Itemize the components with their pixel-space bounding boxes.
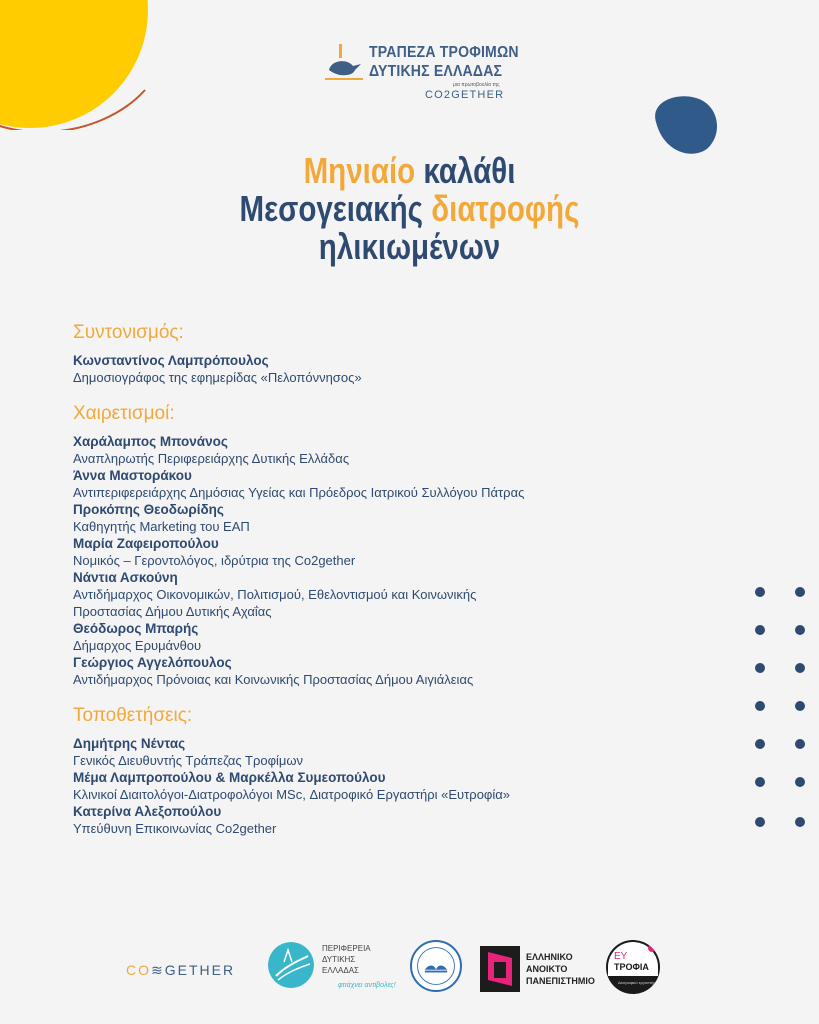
headline-line2 [74, 190, 746, 228]
person-name: Νάντια Ασκούνη [73, 570, 178, 585]
eap-name-line3: ΠΑΝΕΠΙΣΤΗΜΙΟ [526, 976, 595, 986]
navy-blob-decoration [646, 92, 722, 158]
region-slogan: φτιάχνει αντίβολες! [338, 982, 396, 989]
co2gether-brand: CO2GETHER [425, 89, 505, 101]
person-role: Αναπληρωτής Περιφερειάρχης Δυτικής Ελλάδας [73, 451, 350, 466]
person-name: Θεόδωρος Μπαρής [73, 621, 199, 636]
co2-icon: ≋ [151, 962, 165, 978]
person-entry [73, 467, 713, 501]
person-name: Κατερίνα Αλεξοπούλου [73, 804, 222, 819]
yellow-circle-decoration [0, 0, 150, 130]
person-role: Νομικός – Γεροντολόγος, ιδρύτρια της Co2gether [73, 553, 356, 568]
bird-icon [325, 44, 363, 84]
person-entry [73, 803, 713, 837]
person-entry [73, 352, 713, 386]
person-entry [73, 433, 713, 467]
person-entry [73, 735, 713, 769]
food-bank-name-line1: ΤΡΑΠΕΖΑ ΤΡΟΦΙΜΩΝ [369, 44, 519, 61]
co2gether-logo [126, 962, 235, 979]
headline-word: καλάθι [423, 150, 516, 191]
region-name-line2: ΔΥΤΙΚΗΣ [322, 955, 356, 964]
headline-line3: ηλικιωμένων [318, 226, 501, 267]
food-bank-logo [325, 40, 519, 104]
eutrofia-logo [606, 940, 660, 994]
person-role: Δήμαρχος Ερυμάνθου [73, 638, 202, 653]
person-role: Δημοσιογράφος της εφημερίδας «Πελοπόννησος» [73, 370, 362, 385]
person-entry [73, 620, 713, 654]
eutrofia-line1: ΕΥ [614, 951, 628, 962]
person-role: Αντιπεριφερειάρχης Δημόσιας Υγείας και Πρόεδρος Ιατρικού Συλλόγου Πάτρας [73, 485, 525, 500]
person-name: Άννα Μαστοράκου [73, 468, 192, 483]
person-role: Υπεύθυνη Επικοινωνίας Co2gether [73, 821, 277, 836]
region-name-line3: ΕΛΛΑΔΑΣ [322, 966, 359, 975]
person-name: Γεώργιος Αγγελόπουλος [73, 655, 232, 670]
initiative-caption: μια πρωτοβουλία της [453, 82, 500, 88]
person-name: Μαρία Ζαφειροπούλου [73, 536, 219, 551]
eutrofia-dot-icon [648, 944, 656, 952]
co2gether-logo-prefix: CO [126, 962, 151, 978]
person-role: Γενικός Διευθυντής Τράπεζας Τροφίμων [73, 753, 304, 768]
food-bank-name-line2: ΔΥΤΙΚΗΣ ΕΛΛΑΔΑΣ [369, 63, 503, 80]
person-role: Κλινικοί Διαιτολόγοι-Διατροφολόγοι MSc, Διατροφικό Εργαστήρι «Ευτροφία» [73, 787, 510, 802]
person-name: Προκόπης Θεοδωρίδης [73, 502, 224, 517]
person-name: Κωνσταντίνος Λαμπρόπουλος [73, 353, 269, 368]
eutrofia-line2: ΤΡΟΦΙΑ [614, 962, 649, 972]
person-name: Χαράλαμπος Μπονάνος [73, 434, 228, 449]
eap-name-line2: ΑΝΟΙΚΤΟ [526, 964, 568, 974]
region-name-line1: ΠΕΡΙΦΕΡΕΙΑ [322, 944, 371, 953]
headline-word: Μεσογειακής [239, 188, 424, 229]
headline-word: διατροφής [431, 188, 580, 229]
eutrofia-tagline: Διατροφικό εργαστήρι [618, 980, 657, 985]
person-role: Αντιδήμαρχος Πρόνοιας και Κοινωνικής Προστασίας Δήμου Αιγιάλειας [73, 672, 474, 687]
dot-grid-decoration [750, 582, 812, 832]
headline-word: Μηνιαίο [303, 150, 416, 191]
person-entry [73, 769, 713, 803]
food-bank-seal-icon [410, 940, 462, 992]
section-title: Συντονισμός: [73, 322, 184, 343]
person-role: Αντιδήμαρχος Οικονομικών, Πολιτισμού, Εθελοντισμού και Κοινωνικής Προστασίας Δήμου Δυτικής Αχαΐας [73, 587, 477, 619]
section-title: Χαιρετισμοί: [73, 403, 175, 424]
partner-logos [0, 938, 819, 1000]
person-name: Μέμα Λαμπροπούλου & Μαρκέλλα Συμεοπούλου [73, 770, 386, 785]
person-entry [73, 569, 713, 620]
hellenic-open-university-logo [480, 946, 600, 994]
event-headline [0, 152, 819, 266]
co2gether-logo-suffix: GETHER [164, 962, 236, 978]
region-emblem-icon [268, 942, 314, 988]
section-greetings [73, 403, 713, 688]
region-western-greece-logo [268, 942, 398, 994]
section-coordination [73, 322, 713, 386]
person-name: Δημήτρης Νέντας [73, 736, 186, 751]
person-entry [73, 501, 713, 535]
section-positions [73, 705, 713, 837]
headline-line1 [74, 152, 746, 190]
section-title: Τοποθετήσεις: [73, 705, 193, 726]
person-entry [73, 535, 713, 569]
person-entry [73, 654, 713, 688]
eap-mark-icon [480, 946, 520, 992]
speakers-list [73, 322, 713, 854]
eap-name-line1: ΕΛΛΗΝΙΚΟ [526, 952, 573, 962]
person-role: Καθηγητής Marketing του ΕΑΠ [73, 519, 250, 534]
